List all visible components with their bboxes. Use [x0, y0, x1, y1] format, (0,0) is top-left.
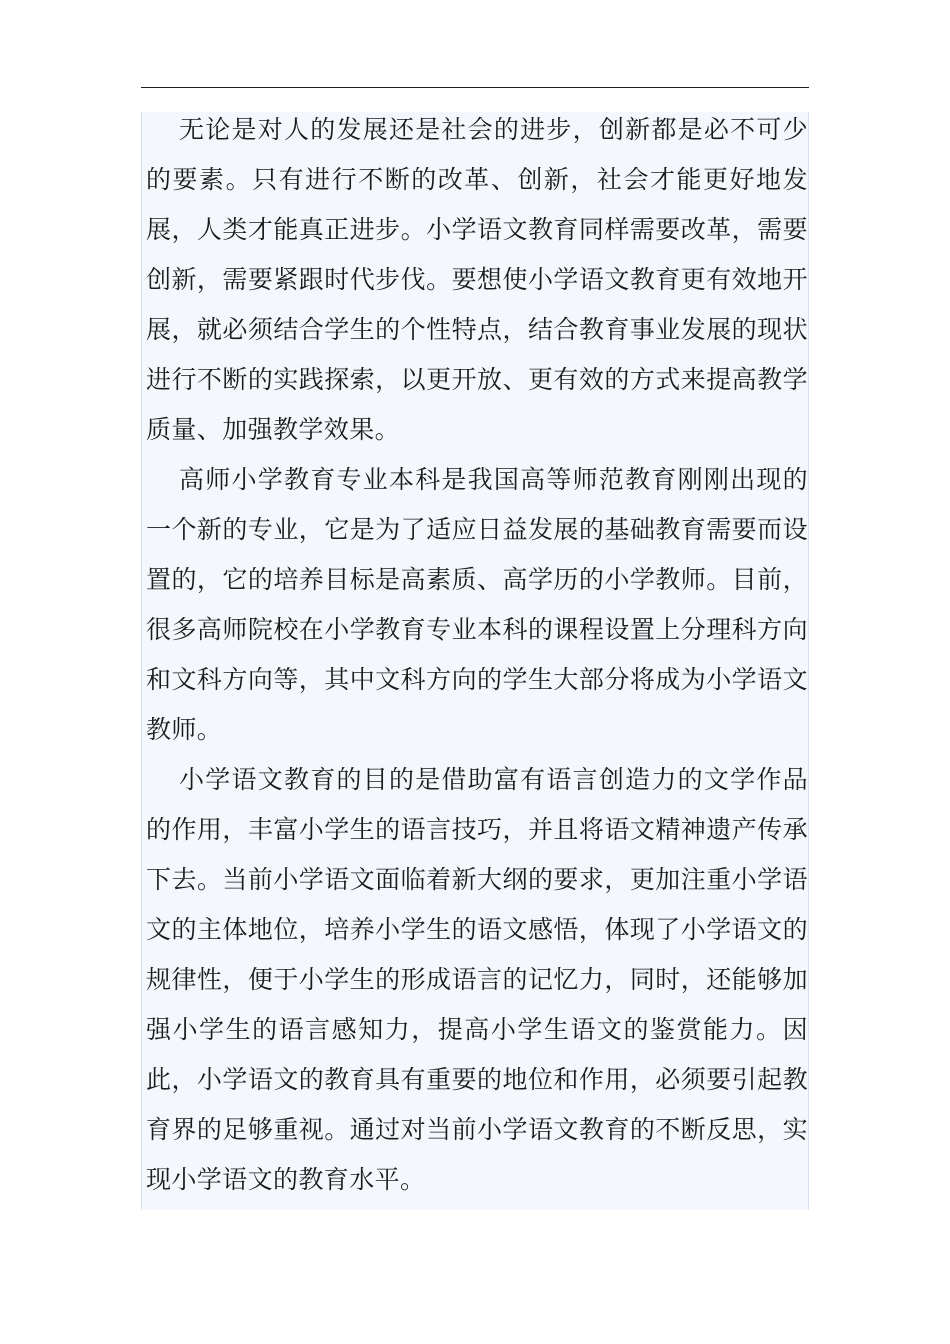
header-rule: [141, 87, 809, 88]
paragraph-innovation: 无论是对人的发展还是社会的进步，创新都是必不可少的要素。只有进行不断的改革、创新，社会才能更好地发展，人类才能真正进步。小学语文教育同样需要改革，需要创新，需要紧跟时代步伐。要想使小学语文教育更有效地开展，就必须结合学生的个性特点，结合教育事业发展的现状进行不断的实践探索，以更开放、更有效的方式来提高教学质量、加强教学效果。: [146, 115, 808, 444]
paragraph-purpose: 小学语文教育的目的是借助富有语言创造力的文学作品的作用，丰富小学生的语言技巧，并且将语文精神遗产传承下去。当前小学语文面临着新大纲的要求，更加注重小学语文的主体地位，培养小学生的语文感悟，体现了小学语文的规律性，便于小学生的形成语言的记忆力，同时，还能够加强小学生的语言感知力，提高小学生语文的鉴赏能力。因此，小学语文的教育具有重要的地位和作用，必须要引起教育界的足够重视。通过对当前小学语文教育的不断反思，实现小学语文的教育水平。: [146, 765, 808, 1194]
paragraph-teacher-education: 高师小学教育专业本科是我国高等师范教育刚刚出现的一个新的专业，它是为了适应日益发展的基础教育需要而设置的，它的培养目标是高素质、高学历的小学教师。目前，很多高师院校在小学教育专业本科的课程设置上分理科方向和文科方向等，其中文科方向的学生大部分将成为小学语文教师。: [146, 465, 808, 744]
document-body: [141, 112, 809, 1210]
